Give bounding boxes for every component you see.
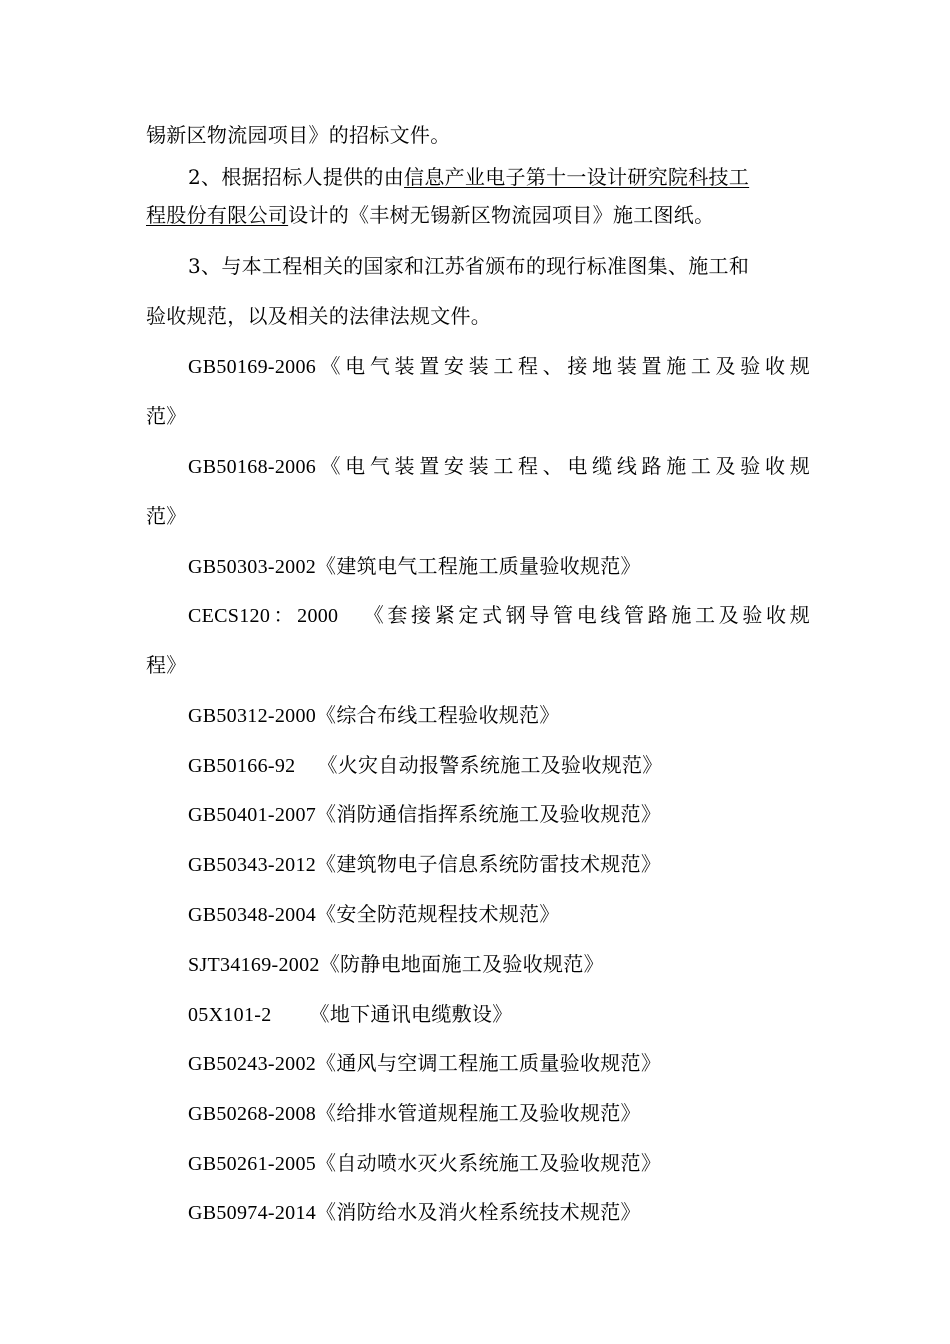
standard-item-cont (146, 402, 810, 430)
standard-title: 《消防通信指挥系统施工及验收规范》 (316, 802, 662, 826)
standard-item (188, 1049, 810, 1078)
standard-item (188, 352, 810, 381)
intro-text: 锡新区物流园项目》的招标文件。 (146, 123, 451, 147)
standard-item (188, 1099, 810, 1128)
standard-item (188, 850, 810, 879)
item-2-suffix: 设计的《丰树无锡新区物流园项目》施工图纸。 (288, 203, 715, 227)
standard-title: 《消防给水及消火栓系统技术规范》 (316, 1200, 641, 1224)
standard-code: GB50401-2007 (188, 804, 317, 826)
standard-title: 《综合布线工程验收规范》 (316, 703, 560, 727)
standard-code: GB50168-2006 (188, 456, 317, 478)
standard-item (188, 1000, 810, 1029)
standard-item (188, 900, 810, 929)
standard-title-cont: 范》 (146, 504, 187, 528)
standard-item (188, 1149, 810, 1178)
standard-code: SJT34169-2002 (188, 954, 320, 976)
standard-title: 《建筑物电子信息系统防雷技术规范》 (316, 852, 662, 876)
item-3-text: 3、与本工程相关的国家和江苏省颁布的现行标准图集、施工和 (188, 254, 750, 278)
standard-title: 《火灾自动报警系统施工及验收规范》 (317, 753, 663, 777)
designer-org-name: 信息产业电子第十一设计研究院科技工 (404, 165, 750, 189)
standard-code: GB50343-2012 (188, 854, 317, 876)
standard-title: 《安全防范规程技术规范》 (316, 902, 560, 926)
standard-title-cont: 程》 (146, 653, 187, 677)
standard-item (188, 452, 810, 481)
item-3-text-cont: 验收规范，以及相关的法律法规文件。 (146, 304, 492, 328)
standard-item (188, 552, 810, 581)
standard-title: 《建筑电气工程施工质量验收规范》 (316, 554, 641, 578)
standard-item (188, 800, 810, 829)
designer-org-name-cont: 程股份有限公司 (146, 203, 289, 227)
standard-code: GB50169-2006 (188, 356, 317, 378)
standard-code: GB50166-92 (188, 755, 296, 777)
standard-title: 《套接紧定式钢导管电线管路施工及验收规 (360, 603, 811, 627)
standard-item-cont (146, 651, 810, 679)
standard-code: GB50348-2004 (188, 904, 317, 926)
item-2-prefix: 2、根据招标人提供的由 (188, 165, 405, 189)
standard-item (188, 1198, 810, 1227)
item-2-line-1 (188, 163, 810, 191)
item-3-line-2 (146, 302, 810, 330)
standard-code: CECS120：2000 (188, 605, 339, 627)
item-3-line-1 (188, 252, 810, 280)
item-2-line-2 (146, 201, 810, 229)
standard-code: GB50312-2000 (188, 705, 317, 727)
standard-item (188, 601, 810, 630)
standard-item-cont (146, 502, 810, 530)
standard-code: GB50974-2014 (188, 1202, 317, 1224)
standard-code: GB50268-2008 (188, 1103, 317, 1125)
standard-title: 《电气装置安装工程、电缆线路施工及验收规 (316, 454, 810, 478)
standard-code: 05X101-2 (188, 1004, 272, 1026)
standard-title-cont: 范》 (146, 404, 187, 428)
standard-title: 《自动喷水灭火系统施工及验收规范》 (316, 1151, 662, 1175)
standard-title: 《通风与空调工程施工质量验收规范》 (316, 1051, 662, 1075)
standard-code: GB50261-2005 (188, 1153, 317, 1175)
standard-title: 《给排水管道规程施工及验收规范》 (316, 1101, 641, 1125)
standard-title: 《防静电地面施工及验收规范》 (319, 952, 604, 976)
standard-title: 《地下通讯电缆敷设》 (309, 1002, 513, 1026)
standard-title: 《电气装置安装工程、接地装置施工及验收规 (316, 354, 810, 378)
standard-code: GB50243-2002 (188, 1053, 317, 1075)
intro-continuation-line (146, 121, 810, 149)
standard-item (188, 751, 810, 780)
standard-item (188, 950, 810, 979)
standard-code: GB50303-2002 (188, 556, 317, 578)
standard-item (188, 701, 810, 730)
